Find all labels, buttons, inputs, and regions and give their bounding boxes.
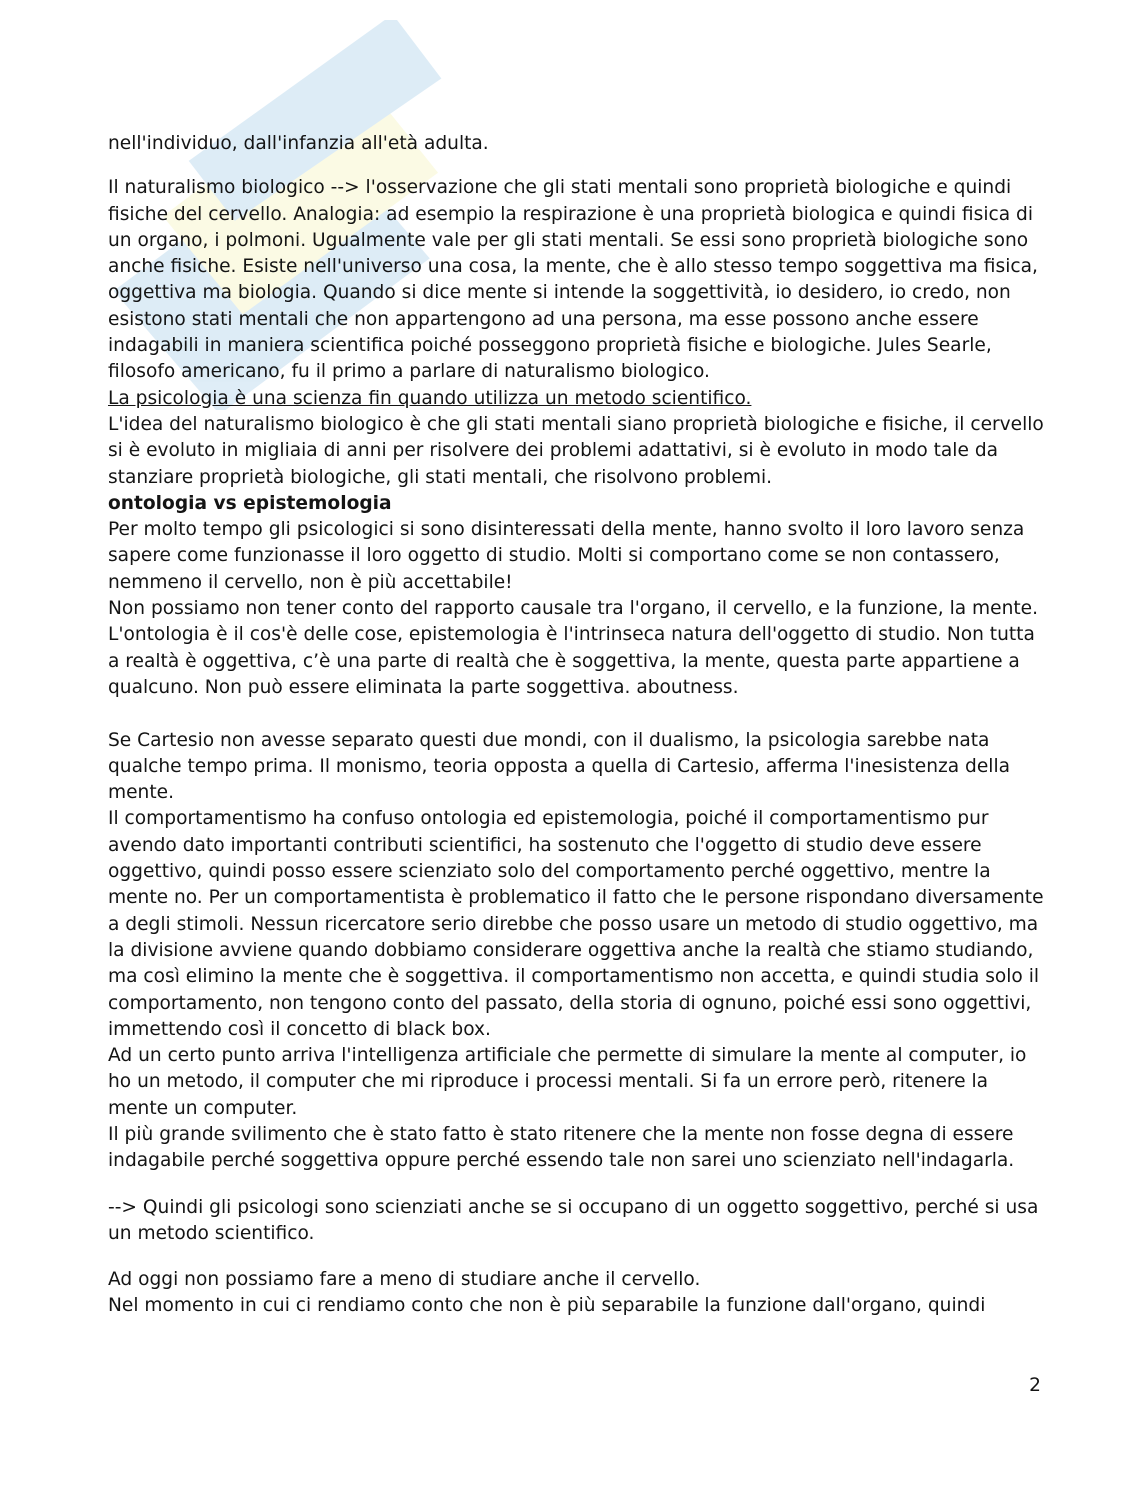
- paragraph: Per molto tempo gli psicologici si sono disinteressati della mente, hanno svolto il loro lavoro senza sapere come funzionasse il loro oggetto di studio. Molti si comportano come se non contassero, nemmeno il cervello, non è più accettabile!: [108, 519, 1025, 593]
- paragraph: Non possiamo non tener conto del rapporto causale tra l'organo, il cervello, e la funzione, la mente. L'ontologia è il cos'è delle cose, epistemologia è l'intrinseca natura dell'oggetto di studio. Non tutta a realtà è oggettiva, c’è una parte di realtà che è soggettiva, la mente, questa parte appartiene a qualcuno. Non può essere eliminata la parte soggettiva. aboutness.: [108, 598, 1039, 698]
- paragraph: Ad un certo punto arriva l'intelligenza artificiale che permette di simulare la mente al computer, io ho un metodo, il computer che mi riproduce i processi mentali. Si fa un errore però, ritenere la mente un computer.: [108, 1045, 1027, 1119]
- paragraph: Il naturalismo biologico --> l'osservazione che gli stati mentali sono proprietà biologiche e quindi fisiche del cervello. Analogia: ad esempio la respirazione è una proprietà biologica e quindi fisica di un organo, i polmoni. Ugualmente vale per gli stati mentali. Se essi sono proprietà biologiche sono anche fisiche. Esiste nell'universo una cosa, la mente, che è allo stesso tempo soggettiva ma fisica, oggettiva ma biologia. Quando si dice mente si intende la soggettività, io desidero, io credo, non esistono stati mentali che non appartengono ad una persona, ma esse possono anche essere indagabili in maniera scientifica poiché posseggono proprietà fisiche e biologiche. Jules Searle, filosofo americano, fu il primo a parlare di naturalismo biologico.: [108, 177, 1038, 383]
- page-number: 2: [1029, 1375, 1041, 1396]
- paragraph: L'idea del naturalismo biologico è che gli stati mentali siano proprietà biologiche e fisiche, il cervello si è evoluto in migliaia di anni per risolvere dei problemi adattativi, si è evoluto in modo tale da stanziare proprietà biologiche, gli stati mentali, che risolvono problemi.: [108, 413, 1044, 488]
- underlined-statement: La psicologia è una scienza fin quando utilizza un metodo scientifico.: [108, 387, 752, 409]
- paragraph: nell'individuo, dall'infanzia all'età adulta.: [108, 133, 489, 154]
- paragraph: Il comportamentismo ha confuso ontologia ed epistemologia, poiché il comportamentismo pur avendo dato importanti contributi scientifici, ha sostenuto che l'oggetto di studio deve essere oggettivo, quindi posso essere scienziato solo del comportamento perché oggettivo, mentre la mente no. Per un comportamentista è problematico il fatto che le persone rispondano diversamente a degli stimoli. Nessun ricercatore serio direbbe che posso usare un metodo di studio oggettivo, ma la divisione avviene quando dobbiamo considerare oggettiva anche la realtà che stiamo studiando, ma così elimino la mente che è soggettiva. il comportamentismo non accetta, e quindi studia solo il comportamento, non tengono conto del passato, della storia di ognuno, poiché essi sono oggettivi, immettendo così il concetto di black box.: [108, 808, 1044, 1040]
- section-heading: ontologia vs epistemologia: [108, 492, 392, 514]
- paragraph: Ad oggi non possiamo fare a meno di studiare anche il cervello.: [108, 1269, 701, 1291]
- paragraph: --> Quindi gli psicologi sono scienziati anche se si occupano di un oggetto soggettivo, perché si usa un metodo scientifico.: [108, 1196, 1039, 1244]
- paragraph: Nel momento in cui ci rendiamo conto che non è più separabile la funzione dall'organo, quindi: [108, 1295, 986, 1317]
- paragraph: Il più grande svilimento che è stato fatto è stato ritenere che la mente non fosse degna di essere indagabile perché soggettiva oppure perché essendo tale non sarei uno scienziato nell'indagarla.: [108, 1123, 1015, 1172]
- paragraph: Se Cartesio non avesse separato questi due mondi, con il dualismo, la psicologia sarebbe nata qualche tempo prima. Il monismo, teoria opposta a quella di Cartesio, afferma l'inesistenza della mente.: [108, 729, 1011, 804]
- document-body: [108, 131, 1048, 1320]
